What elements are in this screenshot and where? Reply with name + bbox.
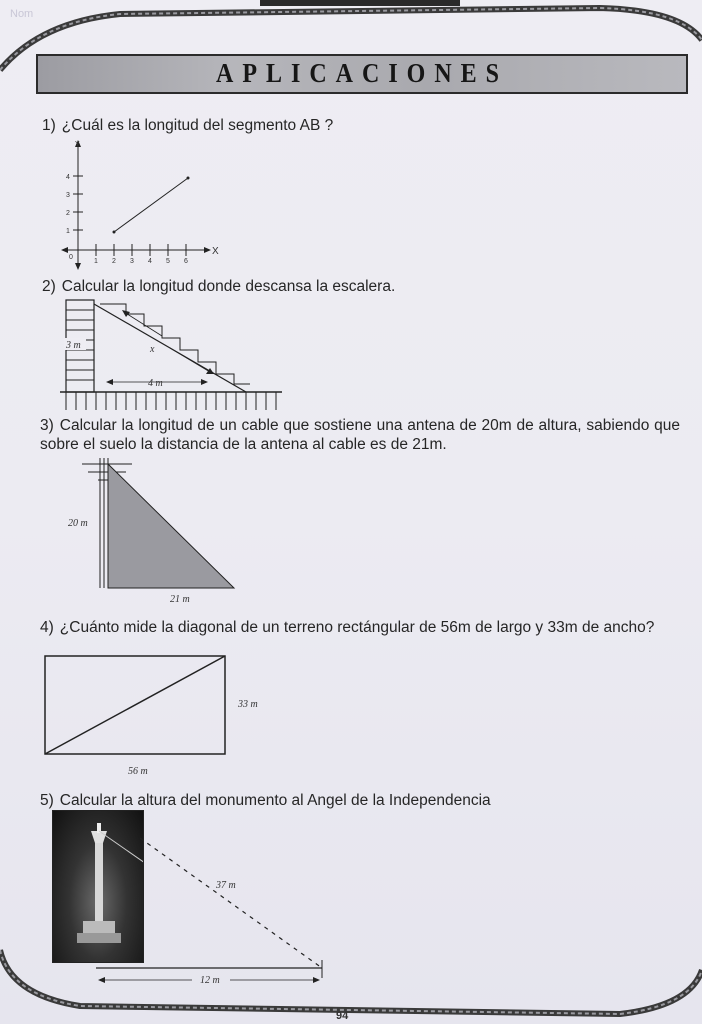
x-tick-label: 4 (148, 258, 152, 265)
height-label: 3 m (66, 340, 81, 351)
corner-label: Nom (10, 8, 34, 20)
question-text: ¿Cuál es la longitud del segmento AB ? (61, 117, 334, 134)
question-number: 2) (42, 278, 56, 295)
origin-label: 0 (69, 254, 73, 261)
section-banner (36, 54, 688, 94)
x-axis-label: X (212, 246, 219, 257)
x-tick-label: 5 (166, 258, 170, 265)
question-text: Calcular la longitud de un cable que sostiene una antena de 20m de altura, sabiendo que sobre el suelo la distancia de la antena al cable es de 21m. (40, 417, 680, 453)
question-text: ¿Cuánto mide la diagonal de un terreno rectángular de 56m de largo y 33m de ancho? (59, 619, 655, 636)
coordinate-plane-figure (60, 136, 220, 272)
x-tick-label: 2 (112, 258, 116, 265)
page-number: 94 (336, 1010, 349, 1022)
y-tick-label: 2 (66, 210, 70, 217)
hypotenuse-label: 37 m (216, 880, 236, 891)
question-text: Calcular la longitud donde descansa la escalera. (61, 278, 396, 295)
question-5 (40, 791, 491, 810)
question-number: 4) (40, 619, 54, 636)
x-tick-label: 1 (94, 258, 98, 265)
question-number: 1) (42, 117, 56, 134)
base-label: 56 m (128, 766, 148, 777)
base-label: 12 m (200, 975, 220, 986)
monument-figure (96, 820, 336, 992)
question-3 (40, 416, 680, 454)
question-2 (42, 277, 395, 296)
y-axis-label: Y (75, 141, 80, 148)
question-text: Calcular la altura del monumento al Angel de la Independencia (59, 792, 491, 809)
question-number: 3) (40, 417, 54, 434)
section-title: APLICACIONES (215, 58, 509, 89)
question-number: 5) (40, 792, 54, 809)
antenna-figure (60, 456, 250, 606)
x-tick-label: 3 (130, 258, 134, 265)
question-1 (42, 116, 333, 135)
hypotenuse-label: x (150, 344, 155, 355)
y-tick-label: 3 (66, 192, 70, 199)
height-label: 20 m (68, 518, 88, 529)
y-tick-label: 4 (66, 174, 70, 181)
height-label: 33 m (238, 699, 258, 710)
question-4 (40, 618, 680, 637)
y-tick-label: 1 (66, 228, 70, 235)
base-label: 4 m (148, 378, 163, 389)
ladder-figure (60, 296, 290, 414)
rectangle-figure (40, 654, 280, 778)
x-tick-label: 6 (184, 258, 188, 265)
base-label: 21 m (170, 594, 190, 605)
